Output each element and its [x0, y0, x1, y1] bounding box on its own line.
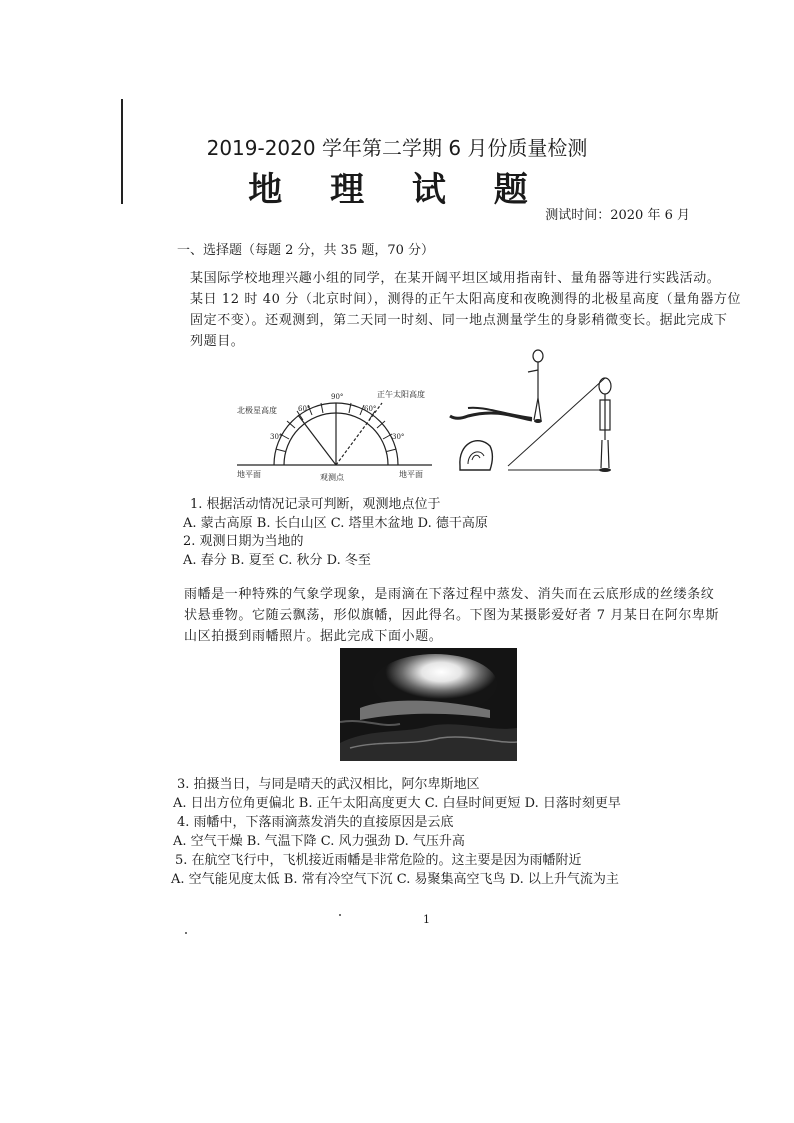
section-heading: 一、选择题（每题 2 分，共 35 题，70 分） — [177, 243, 435, 258]
horizon-right-label: 地平面 — [399, 470, 423, 479]
horizon-left-label: 地平面 — [237, 470, 261, 479]
question-3-stem: 3. 拍摄当日，与同是晴天的武汉相比，阿尔卑斯地区 — [177, 777, 480, 792]
test-time: 测试时间：2020 年 6 月 — [545, 208, 690, 223]
question-2-stem: 2. 观测日期为当地的 — [183, 534, 304, 549]
scan-speck — [185, 932, 187, 934]
question-4-options: A. 空气干燥 B. 气温下降 C. 风力强劲 D. 气压升高 — [173, 834, 465, 849]
virga-photo — [340, 648, 517, 761]
question-5-stem: 5. 在航空飞行中，飞机接近雨幡是非常危险的。这主要是因为雨幡附近 — [175, 853, 582, 868]
passage-2-line: 山区拍摄到雨幡照片。据此完成下面小题。 — [184, 629, 443, 644]
protractor-diagram — [232, 385, 442, 485]
polaris-label: 北极星高度 — [237, 406, 277, 415]
observer-label: 观测点 — [320, 473, 344, 482]
passage-2 — [184, 584, 719, 647]
question-2-options: A. 春分 B. 夏至 C. 秋分 D. 冬至 — [183, 553, 371, 568]
deg90-label: 90° — [331, 393, 344, 401]
question-1-stem: 1. 根据活动情况记录可判断，观测地点位于 — [190, 497, 441, 512]
exam-title: 2019-2020 学年第二学期 6 月份质量检测 — [206, 136, 588, 160]
subject-title: 地 理 试 题 — [248, 170, 546, 210]
student-shadow-illustration — [448, 348, 623, 483]
passage-1-line: 某日 12 时 40 分（北京时间），测得的正午太阳高度和夜晚测得的北极星高度（量角器方位 — [190, 292, 742, 307]
passage-1 — [190, 268, 741, 352]
passage-1-line: 列题目。 — [190, 334, 245, 349]
question-3-options: A. 日出方位角更偏北 B. 正午太阳高度更大 C. 白昼时间更短 D. 日落时刻更早 — [173, 796, 621, 811]
passage-1-line: 固定不变）。还观测到，第二天同一时刻、同一地点测量学生的身影稍微变长。据此完成下 — [190, 313, 728, 328]
deg30-right-label: 30° — [392, 433, 405, 441]
noon-sun-label: 正午太阳高度 — [377, 390, 425, 399]
question-1-options: A. 蒙古高原 B. 长白山区 C. 塔里木盆地 D. 德干高原 — [183, 516, 488, 531]
passage-2-line: 状悬垂物。它随云飘荡，形似旗幡，因此得名。下图为某摄影爱好者 7 月某日在阿尔卑斯 — [184, 608, 720, 623]
passage-2-line: 雨幡是一种特殊的气象学现象，是雨滴在下落过程中蒸发、消失而在云底形成的丝缕条纹 — [184, 587, 715, 602]
deg60-right-label: 60° — [364, 405, 377, 413]
passage-1-line: 某国际学校地理兴趣小组的同学，在某开阔平坦区域用指南针、量角器等进行实践活动。 — [190, 271, 721, 286]
virga-photo-image — [340, 648, 517, 761]
deg30-left-label: 30° — [270, 433, 283, 441]
deg60-left-label: 60° — [298, 405, 311, 413]
question-4-stem: 4. 雨幡中，下落雨滴蒸发消失的直接原因是云底 — [177, 815, 454, 830]
question-5-options: A. 空气能见度太低 B. 常有冷空气下沉 C. 易聚集高空飞鸟 D. 以上升气流为主 — [171, 872, 619, 887]
polaris-line — [298, 415, 336, 465]
scan-speck — [339, 914, 341, 916]
page-number: 1 — [423, 913, 430, 926]
